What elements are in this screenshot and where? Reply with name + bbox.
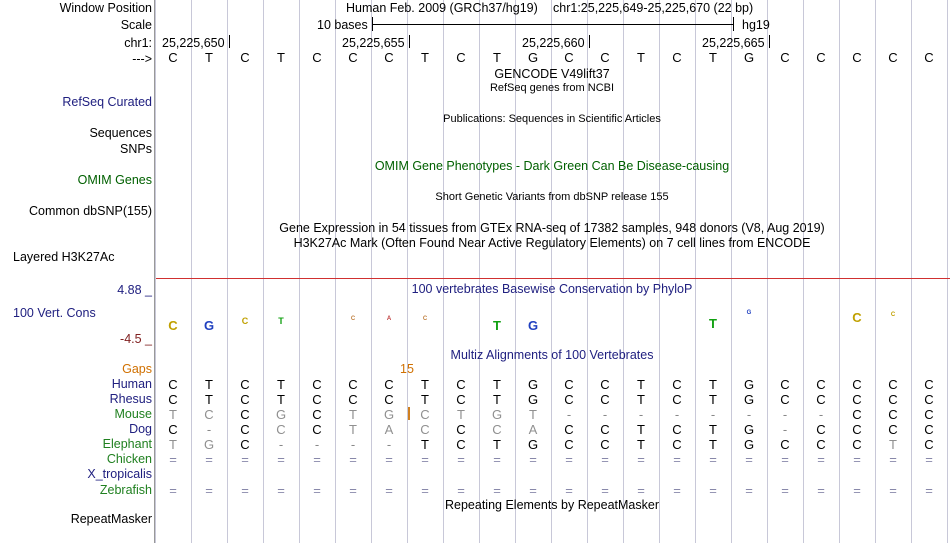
strand-label[interactable]: --->	[132, 52, 152, 66]
alignment-base: C	[852, 437, 862, 452]
alignment-base: C	[312, 407, 322, 422]
alignment-base: =	[781, 483, 789, 498]
coordinate-label: 25,225,655	[342, 36, 405, 50]
sequence-base: C	[924, 50, 934, 65]
logo-letter-13: C	[890, 312, 896, 318]
alignment-base: -	[350, 437, 356, 452]
alignment-base: C	[384, 377, 394, 392]
alignment-base: T	[493, 377, 501, 392]
grid-line	[803, 0, 804, 543]
sequence-base: C	[672, 50, 682, 65]
h3k27ac-label[interactable]: Layered H3K27Ac	[13, 250, 115, 264]
alignment-base: =	[745, 452, 753, 467]
alignment-base: =	[313, 452, 321, 467]
alignment-base: C	[420, 407, 430, 422]
window-position-label: Window Position	[59, 1, 152, 15]
grid-line	[839, 0, 840, 543]
alignment-base: C	[924, 407, 934, 422]
sequence-base: C	[564, 50, 574, 65]
alignment-base: T	[637, 422, 645, 437]
multiz-title[interactable]: Multiz Alignments of 100 Vertebrates	[450, 348, 654, 362]
alignment-base: T	[709, 392, 717, 407]
sequence-base: C	[456, 50, 466, 65]
alignment-base: T	[889, 437, 897, 452]
logo-letter-1: C	[168, 318, 178, 333]
alignment-base: C	[672, 437, 682, 452]
alignment-base: C	[816, 422, 826, 437]
alignment-base: C	[564, 392, 574, 407]
alignment-base: =	[853, 483, 861, 498]
alignment-base: G	[743, 437, 755, 452]
alignment-base: T	[637, 377, 645, 392]
sequence-base: G	[527, 50, 539, 65]
alignment-base: T	[349, 407, 357, 422]
alignment-base: =	[205, 483, 213, 498]
alignment-base: C	[312, 392, 322, 407]
gaps-label[interactable]: Gaps	[122, 362, 152, 376]
alignment-base: C	[348, 377, 358, 392]
scale-label: Scale	[120, 18, 152, 32]
alignment-base: C	[600, 422, 610, 437]
alignment-base: =	[493, 483, 501, 498]
sequence-base: C	[816, 50, 826, 65]
alignment-base: =	[637, 483, 645, 498]
omim-label[interactable]: OMIM Genes	[77, 173, 152, 187]
alignment-base: =	[457, 483, 465, 498]
species-label[interactable]: X_tropicalis	[87, 467, 152, 481]
alignment-base: G	[275, 407, 287, 422]
coordinate-tick	[589, 35, 590, 48]
alignment-base: -	[206, 422, 212, 437]
alignment-base: T	[277, 377, 285, 392]
alignment-base: C	[852, 422, 862, 437]
grid-line	[299, 0, 300, 543]
alignment-base: -	[746, 407, 752, 422]
logo-letter-6: A	[386, 316, 392, 322]
alignment-base: T	[457, 407, 465, 422]
alignment-base: =	[277, 483, 285, 498]
sequences-label[interactable]: Sequences	[89, 126, 152, 140]
logo-letter-5: C	[350, 316, 356, 322]
alignment-base: T	[421, 392, 429, 407]
alignment-base: G	[743, 377, 755, 392]
logo-letter-4: T	[278, 316, 284, 326]
alignment-base: T	[421, 377, 429, 392]
sequence-base: C	[348, 50, 358, 65]
alignment-base: T	[169, 437, 177, 452]
chr-label: chr1:	[124, 36, 152, 50]
alignment-base: C	[348, 392, 358, 407]
alignment-base: C	[276, 422, 286, 437]
alignment-base: C	[240, 422, 250, 437]
alignment-base: =	[169, 452, 177, 467]
h3k27ac-title[interactable]: H3K27Ac Mark (Often Found Near Active Regulatory Elements) on 7 cell lines from ENCODE	[293, 236, 811, 250]
alignment-base: =	[817, 483, 825, 498]
alignment-base: =	[889, 483, 897, 498]
alignment-base: C	[168, 392, 178, 407]
alignment-base: =	[781, 452, 789, 467]
alignment-base: C	[924, 422, 934, 437]
coordinate-label: 25,225,665	[702, 36, 765, 50]
alignment-base: =	[889, 452, 897, 467]
sequence-base: C	[600, 50, 610, 65]
logo-letter-11: G	[746, 310, 752, 316]
omim-title[interactable]: OMIM Gene Phenotypes - Dark Green Can Be Disease-causing	[374, 159, 730, 173]
alignment-base: C	[888, 407, 898, 422]
alignment-base: C	[780, 437, 790, 452]
alignment-base: C	[816, 377, 826, 392]
alignment-base: G	[743, 422, 755, 437]
alignment-base: =	[673, 452, 681, 467]
sequence-base: C	[780, 50, 790, 65]
coordinate-label: 25,225,650	[162, 36, 225, 50]
alignment-base: C	[240, 407, 250, 422]
alignment-base: A	[528, 422, 538, 437]
species-label[interactable]: Mouse	[114, 407, 152, 421]
sequence-base: T	[709, 50, 717, 65]
alignment-base: C	[384, 392, 394, 407]
alignment-base: =	[601, 452, 609, 467]
alignment-base: C	[240, 392, 250, 407]
alignment-base: A	[384, 422, 394, 437]
sequence-base: T	[205, 50, 213, 65]
alignment-base: G	[743, 392, 755, 407]
alignment-base: T	[349, 422, 357, 437]
logo-letter-7: C	[422, 316, 428, 322]
alignment-base: C	[168, 422, 178, 437]
sequence-base: T	[421, 50, 429, 65]
logo-letter-9: G	[527, 318, 539, 333]
alignment-base: C	[312, 422, 322, 437]
alignment-base: =	[493, 452, 501, 467]
window-position[interactable]: chr1:25,225,649-25,225,670 (22 bp)	[553, 1, 754, 15]
publications-title[interactable]: Publications: Sequences in Scientific Articles	[443, 113, 661, 125]
coordinate-tick	[229, 35, 230, 48]
snps-label[interactable]: SNPs	[120, 142, 152, 156]
alignment-base: T	[493, 392, 501, 407]
species-label[interactable]: Elephant	[102, 437, 152, 451]
gap-insert-marker	[408, 407, 410, 420]
species-label[interactable]: Zebrafish	[99, 483, 152, 497]
sequence-base: G	[743, 50, 755, 65]
grid-line	[191, 0, 192, 543]
alignment-base: =	[925, 452, 933, 467]
logo-letter-2: G	[203, 318, 215, 333]
alignment-base: =	[853, 452, 861, 467]
grid-line	[335, 0, 336, 543]
alignment-base: C	[780, 377, 790, 392]
alignment-base: =	[205, 452, 213, 467]
sequence-base: C	[168, 50, 178, 65]
sequence-base: C	[888, 50, 898, 65]
sequence-base: T	[637, 50, 645, 65]
alignment-base: =	[529, 452, 537, 467]
gap-number: 15	[400, 362, 414, 376]
gtex-title[interactable]: Gene Expression in 54 tissues from GTEx RNA-seq of 17382 samples, 948 donors (V8, Aug 2019)	[279, 221, 825, 235]
alignment-base: C	[456, 377, 466, 392]
alignment-base: =	[565, 452, 573, 467]
coordinate-tick	[409, 35, 410, 48]
alignment-base: C	[600, 437, 610, 452]
alignment-base: C	[168, 377, 178, 392]
alignment-base: G	[383, 407, 395, 422]
alignment-base: T	[709, 422, 717, 437]
repeatmasker-label[interactable]: RepeatMasker	[70, 512, 152, 526]
alignment-base: -	[710, 407, 716, 422]
alignment-base: T	[529, 407, 537, 422]
alignment-base: T	[421, 437, 429, 452]
alignment-base: C	[816, 437, 826, 452]
grid-line	[875, 0, 876, 543]
dbsnp-label[interactable]: Common dbSNP(155)	[29, 204, 152, 218]
alignment-base: C	[240, 377, 250, 392]
alignment-base: =	[457, 452, 465, 467]
alignment-base: =	[349, 483, 357, 498]
alignment-base: =	[349, 452, 357, 467]
dbsnp-title[interactable]: Short Genetic Variants from dbSNP release 155	[435, 191, 669, 203]
alignment-base: C	[564, 422, 574, 437]
alignment-base: C	[204, 407, 214, 422]
alignment-base: =	[637, 452, 645, 467]
species-label[interactable]: Human	[111, 377, 152, 391]
alignment-base: =	[385, 452, 393, 467]
alignment-base: C	[564, 437, 574, 452]
grid-line	[623, 0, 624, 543]
grid-line	[767, 0, 768, 543]
alignment-base: =	[925, 483, 933, 498]
repeat-title[interactable]: Repeating Elements by RepeatMasker	[444, 498, 660, 512]
alignment-base: C	[240, 437, 250, 452]
sequence-base: C	[240, 50, 250, 65]
cons-min-value: -4.5 _	[120, 332, 152, 346]
alignment-base: T	[709, 377, 717, 392]
alignment-base: C	[600, 377, 610, 392]
scale-text: 10 bases	[317, 18, 368, 32]
alignment-base: =	[421, 483, 429, 498]
alignment-base: =	[169, 483, 177, 498]
alignment-base: C	[852, 377, 862, 392]
alignment-base: =	[241, 483, 249, 498]
grid-line	[443, 0, 444, 543]
alignment-base: =	[565, 483, 573, 498]
species-label[interactable]: Dog	[129, 422, 152, 436]
sequence-base: T	[277, 50, 285, 65]
grid-line	[155, 0, 156, 543]
cons-title[interactable]: 100 vertebrates Basewise Conservation by PhyloP	[411, 282, 693, 296]
alignment-base: -	[602, 407, 608, 422]
alignment-base: C	[312, 377, 322, 392]
alignment-base: C	[924, 437, 934, 452]
alignment-base: =	[817, 452, 825, 467]
cons-label[interactable]: 100 Vert. Cons	[13, 306, 96, 320]
track-separator	[156, 278, 950, 279]
alignment-base: C	[852, 407, 862, 422]
alignment-base: G	[527, 392, 539, 407]
alignment-base: C	[492, 422, 502, 437]
alignment-base: -	[674, 407, 680, 422]
alignment-base: C	[420, 422, 430, 437]
alignment-base: G	[491, 407, 503, 422]
alignment-base: C	[456, 437, 466, 452]
alignment-base: C	[672, 392, 682, 407]
grid-line	[659, 0, 660, 543]
alignment-base: C	[564, 377, 574, 392]
alignment-base: T	[637, 437, 645, 452]
alignment-base: T	[205, 392, 213, 407]
alignment-base: -	[818, 407, 824, 422]
alignment-base: =	[313, 483, 321, 498]
alignment-base: C	[672, 422, 682, 437]
alignment-base: C	[816, 392, 826, 407]
alignment-base: =	[673, 483, 681, 498]
alignment-base: G	[527, 437, 539, 452]
scale-bar-end	[733, 17, 734, 31]
grid-line	[947, 0, 948, 543]
alignment-base: C	[888, 422, 898, 437]
grid-line	[407, 0, 408, 543]
scale-bar	[372, 24, 733, 25]
alignment-base: =	[601, 483, 609, 498]
alignment-base: C	[456, 422, 466, 437]
alignment-base: -	[314, 437, 320, 452]
coordinate-tick	[769, 35, 770, 48]
sequence-base: C	[384, 50, 394, 65]
grid-line	[911, 0, 912, 543]
grid-line	[227, 0, 228, 543]
alignment-base: -	[566, 407, 572, 422]
alignment-base: =	[709, 452, 717, 467]
alignment-base: C	[780, 392, 790, 407]
alignment-base: C	[888, 392, 898, 407]
sequence-base: T	[493, 50, 501, 65]
grid-line	[731, 0, 732, 543]
alignment-base: C	[924, 392, 934, 407]
alignment-base: G	[527, 377, 539, 392]
alignment-base: T	[637, 392, 645, 407]
alignment-base: C	[852, 392, 862, 407]
alignment-base: -	[638, 407, 644, 422]
logo-letter-8: T	[493, 318, 501, 333]
alignment-base: =	[745, 483, 753, 498]
alignment-base: G	[203, 437, 215, 452]
grid-line	[479, 0, 480, 543]
alignment-base: C	[672, 377, 682, 392]
alignment-base: T	[169, 407, 177, 422]
logo-letter-12: C	[852, 310, 862, 325]
sequence-base: C	[312, 50, 322, 65]
coordinate-label: 25,225,660	[522, 36, 585, 50]
alignment-base: T	[709, 437, 717, 452]
alignment-base: T	[493, 437, 501, 452]
assembly-name: Human Feb. 2009 (GRCh37/hg19)	[346, 1, 538, 15]
gencode-title[interactable]: GENCODE V49lift37	[494, 67, 610, 81]
alignment-base: C	[600, 392, 610, 407]
alignment-base: C	[924, 377, 934, 392]
alignment-base: =	[385, 483, 393, 498]
alignment-base: -	[782, 422, 788, 437]
grid-line	[263, 0, 264, 543]
alignment-base: -	[278, 437, 284, 452]
grid-line	[695, 0, 696, 543]
logo-letter-10: T	[709, 316, 717, 331]
refseq-label[interactable]: RefSeq Curated	[62, 95, 152, 109]
alignment-base: =	[421, 452, 429, 467]
alignment-base: =	[529, 483, 537, 498]
cons-max-value: 4.88 _	[117, 283, 152, 297]
alignment-base: -	[782, 407, 788, 422]
refseq-title[interactable]: RefSeq genes from NCBI	[489, 82, 615, 94]
logo-letter-3: C	[241, 316, 249, 326]
alignment-base: C	[456, 392, 466, 407]
species-label[interactable]: Rhesus	[109, 392, 152, 406]
alignment-base: T	[205, 377, 213, 392]
alignment-base: =	[241, 452, 249, 467]
species-label[interactable]: Chicken	[106, 452, 152, 466]
alignment-base: C	[888, 377, 898, 392]
alignment-base: =	[709, 483, 717, 498]
sequence-base: C	[852, 50, 862, 65]
alignment-base: =	[277, 452, 285, 467]
alignment-base: -	[386, 437, 392, 452]
alignment-base: T	[277, 392, 285, 407]
label-divider	[154, 0, 155, 543]
grid-line	[371, 0, 372, 543]
scale-db: hg19	[742, 18, 770, 32]
